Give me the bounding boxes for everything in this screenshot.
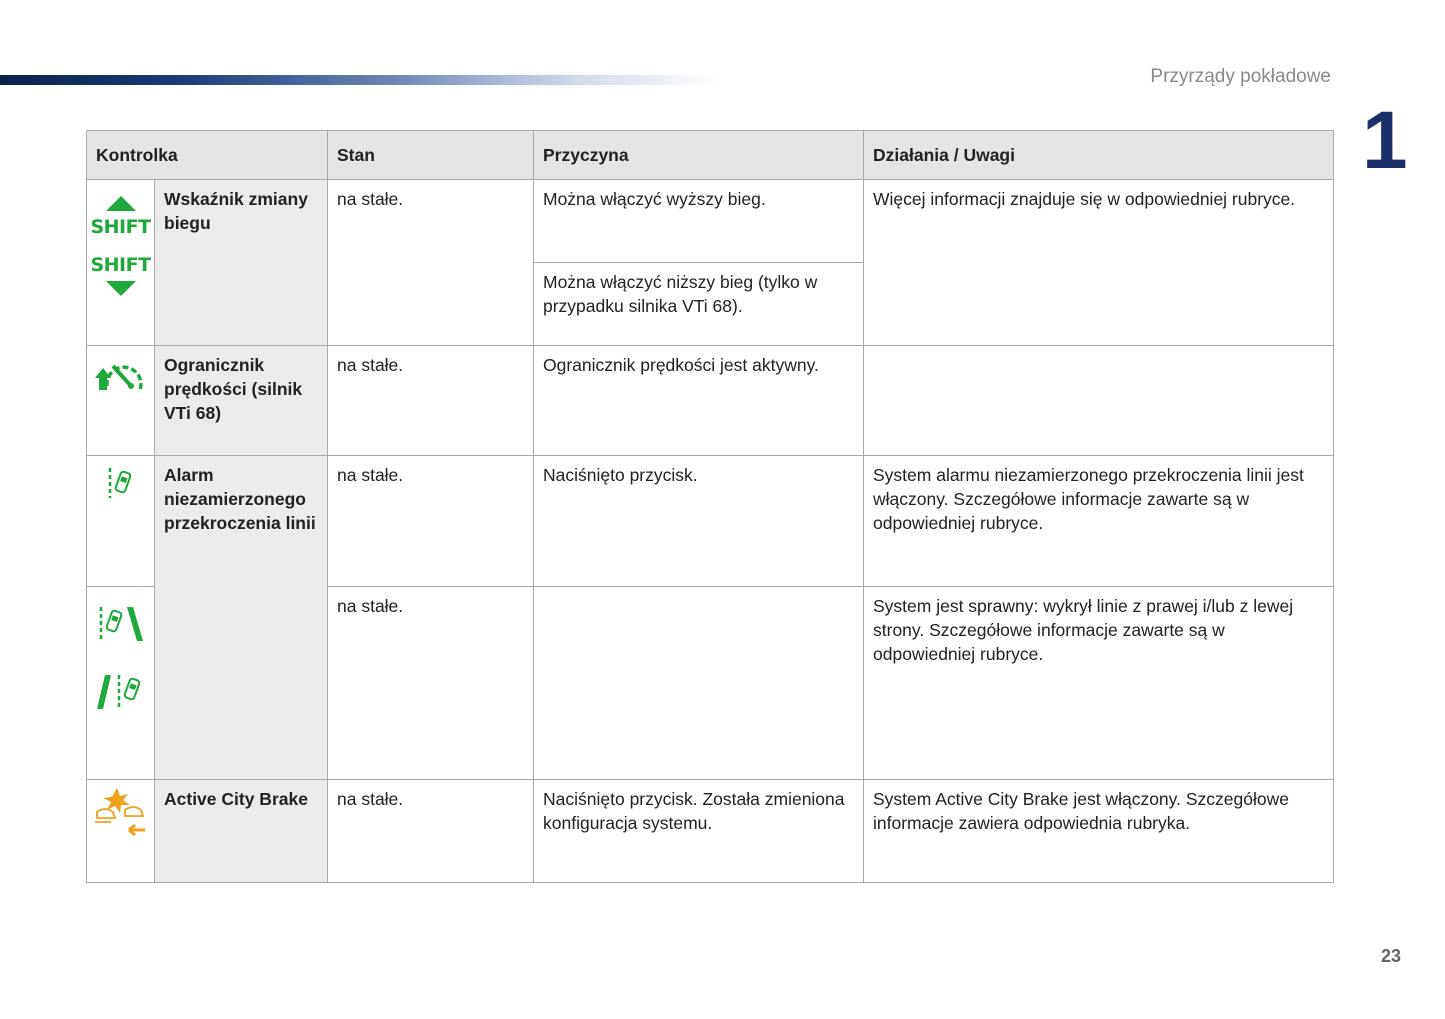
shift-down-arrow-icon bbox=[106, 281, 136, 296]
lane-departure-icon bbox=[106, 466, 136, 500]
indicator-state: na stałe. bbox=[328, 780, 534, 883]
shift-up-icon: SHIFT bbox=[90, 216, 151, 238]
shift-down-icon: SHIFT bbox=[90, 254, 151, 276]
shift-up-arrow-icon bbox=[106, 196, 136, 211]
indicator-name: Active City Brake bbox=[155, 780, 328, 883]
column-header-stan: Stan bbox=[328, 131, 534, 180]
active-city-brake-icon-cell bbox=[87, 780, 155, 883]
table-header-row bbox=[87, 131, 1334, 180]
speed-limiter-icon-cell bbox=[87, 346, 155, 456]
indicator-actions: System jest sprawny: wykrył linie z prawej i/lub z lewej strony. Szczegółowe informacje zawarte są w odpowiedniej rubryce. bbox=[864, 587, 1334, 780]
column-header-dzialania: Działania / Uwagi bbox=[864, 131, 1334, 180]
table-row bbox=[87, 456, 1334, 587]
lane-detected-right-icon bbox=[97, 605, 145, 643]
speed-limiter-icon bbox=[93, 356, 149, 402]
indicator-cause: Ogranicznik prędkości jest aktywny. bbox=[534, 346, 864, 456]
indicator-actions: System alarmu niezamierzonego przekroczenia linii jest włączony. Szczegółowe informacje zawarte są w odpowiedniej rubryce. bbox=[864, 456, 1334, 587]
column-header-przyczyna: Przyczyna bbox=[534, 131, 864, 180]
lane-detected-left-icon bbox=[97, 673, 145, 711]
chapter-number: 1 bbox=[1362, 95, 1408, 186]
indicator-cause: Naciśnięto przycisk. bbox=[534, 456, 864, 587]
lane-departure-icon-cell bbox=[87, 456, 155, 587]
indicator-cause: Można włączyć niższy bieg (tylko w przypadku silnika VTi 68). bbox=[534, 263, 864, 346]
indicator-state: na stałe. bbox=[328, 587, 534, 780]
indicator-state: na stałe. bbox=[328, 456, 534, 587]
header-gradient-bar bbox=[0, 75, 720, 85]
indicator-name: Wskaźnik zmiany biegu bbox=[155, 180, 328, 346]
indicator-name: Ogranicznik prędkości (silnik VTi 68) bbox=[155, 346, 328, 456]
indicator-actions bbox=[864, 346, 1334, 456]
indicator-actions: System Active City Brake jest włączony. Szczegółowe informacje zawiera odpowiednia rubryka. bbox=[864, 780, 1334, 883]
section-title: Przyrządy pokładowe bbox=[1150, 66, 1331, 87]
column-header-kontrolka: Kontrolka bbox=[87, 131, 328, 180]
indicator-cause bbox=[534, 587, 864, 780]
indicator-cause: Można włączyć wyższy bieg. bbox=[534, 180, 864, 263]
indicator-state: na stałe. bbox=[328, 346, 534, 456]
page-number: 23 bbox=[1381, 946, 1402, 966]
indicator-actions: Więcej informacji znajduje się w odpowiedniej rubryce. bbox=[864, 180, 1334, 346]
table-row bbox=[87, 346, 1334, 456]
lane-detected-icon-cell bbox=[87, 587, 155, 780]
active-city-brake-icon bbox=[93, 786, 149, 838]
indicator-table bbox=[86, 130, 1334, 883]
indicator-name: Alarm niezamierzonego przekroczenia linii bbox=[155, 456, 328, 780]
indicator-cause: Naciśnięto przycisk. Została zmieniona konfiguracja systemu. bbox=[534, 780, 864, 883]
table-row bbox=[87, 780, 1334, 883]
indicator-state: na stałe. bbox=[328, 180, 534, 346]
table-row bbox=[87, 180, 1334, 263]
shift-indicator-icons bbox=[87, 180, 155, 346]
